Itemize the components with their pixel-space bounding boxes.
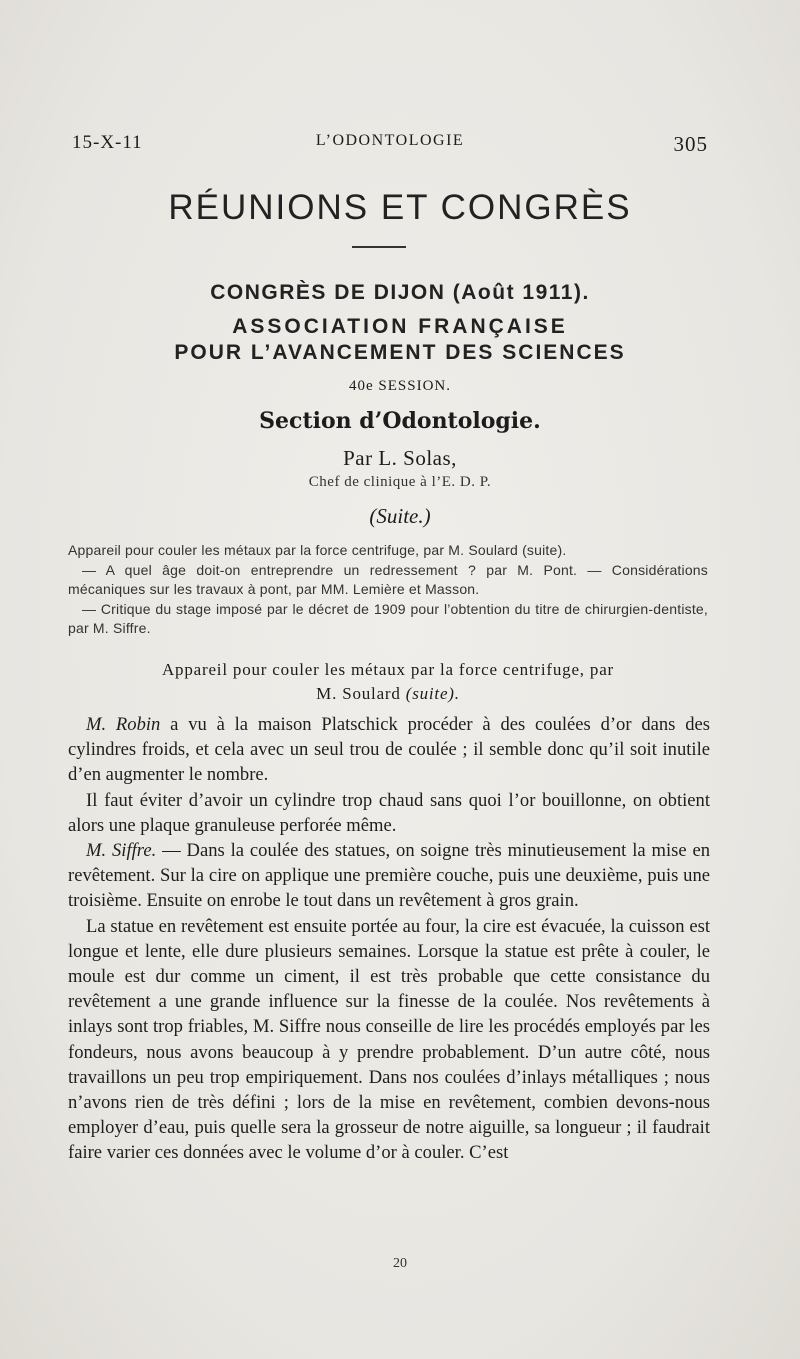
- section-title: Section d’Odontologie.: [259, 408, 541, 434]
- article-heading-line-2: [68, 682, 708, 706]
- author-line: Par L. Solas,: [343, 446, 457, 470]
- issue-date: 15-X-11: [72, 132, 143, 153]
- paragraph: [68, 712, 710, 788]
- congress-heading: CONGRÈS DE DIJON (Août 1911).: [210, 281, 590, 304]
- session-label: 40e SESSION.: [348, 378, 451, 394]
- summary-line: — Critique du stage imposé par le décret de 1909 pour l’obtention du titre de chirurgien-dentiste, par M. Siffre.: [68, 600, 708, 636]
- continued-label: (Suite.): [369, 504, 431, 528]
- running-head: [72, 132, 708, 162]
- page-title: RÉUNIONS ET CONGRÈS: [168, 188, 632, 227]
- summary-line: — A quel âge doit-on entreprendre un redressement ? par M. Pont. — Considérations mécaniques sur les travaux à pont, par MM. Lemière et Masson.: [68, 561, 708, 597]
- page-number: 305: [673, 132, 708, 156]
- article-author: M. Soulard: [316, 684, 401, 703]
- paragraph-text: Il faut éviter d’avoir un cylindre trop chaud sans quoi l’or bouillonne, on obtient alors une plaque granuleuse perforée même.: [68, 789, 710, 836]
- paragraph: [68, 788, 710, 838]
- author-affiliation: Chef de clinique à l’E. D. P.: [308, 474, 492, 490]
- paragraph-text: — Dans la coulée des statues, on soigne très minutieusement la mise en revêtement. Sur la cire on applique une première couche, puis une deuxième, puis une troisième. Ensuite on enrobe le tout dans un revêtement à gros grain.: [68, 840, 711, 912]
- title-divider: [352, 246, 406, 248]
- article-body: [68, 712, 710, 1166]
- association-line-2: POUR L’AVANCEMENT DES SCIENCES: [174, 341, 626, 364]
- article-heading-line-1: Appareil pour couler les métaux par la force centrifuge, par: [161, 660, 615, 679]
- summary-block: [68, 541, 708, 639]
- speaker-name: M. Siffre.: [86, 840, 157, 862]
- paragraph: [68, 838, 710, 914]
- paragraph-text: La statue en revêtement est ensuite portée au four, la cire est évacuée, la cuisson est longue et lente, elle dure plusieurs semaines. Lorsque la statue est prête à couler, le moule est dur comme un ciment, il est très probable que cette consistance du revêtement a une grande influence sur la finesse de la coulée. Nos revêtements à inlays sont trop friables, M. Siffre nous conseille de lire les procédés employés par les fondeurs, nous avons beaucoup à y prendre probablement. D’un autre côté, nous travaillons un peu trop empiriquement. Dans nos coulées d’inlays métalliques ; nous n’avons rien de très défini ; lors de la mise en revêtement, combien devons-nous employer d’eau, puis quelle sera la grosseur de notre aiguille, sa longueur ; il faudrait faire varier ces données avec le volume d’or à couler. C’est: [68, 915, 710, 1164]
- article-heading: [68, 658, 708, 706]
- signature-mark: 20: [393, 1256, 407, 1271]
- paragraph-text: a vu à la maison Platschick procéder à des coulées d’or dans des cylindres froids, et cela avec un seul trou de coulée ; il semble donc qu’il soit inutile d’en augmenter le nombre.: [68, 714, 711, 786]
- speaker-name: M. Robin: [86, 714, 161, 735]
- summary-line: Appareil pour couler les métaux par la force centrifuge, par M. Soulard (suite).: [68, 542, 567, 558]
- journal-title: L’ODONTOLOGIE: [315, 132, 465, 149]
- article-suite: (suite).: [405, 684, 460, 703]
- paragraph: [68, 914, 710, 1166]
- association-line-1: ASSOCIATION FRANÇAISE: [232, 315, 568, 338]
